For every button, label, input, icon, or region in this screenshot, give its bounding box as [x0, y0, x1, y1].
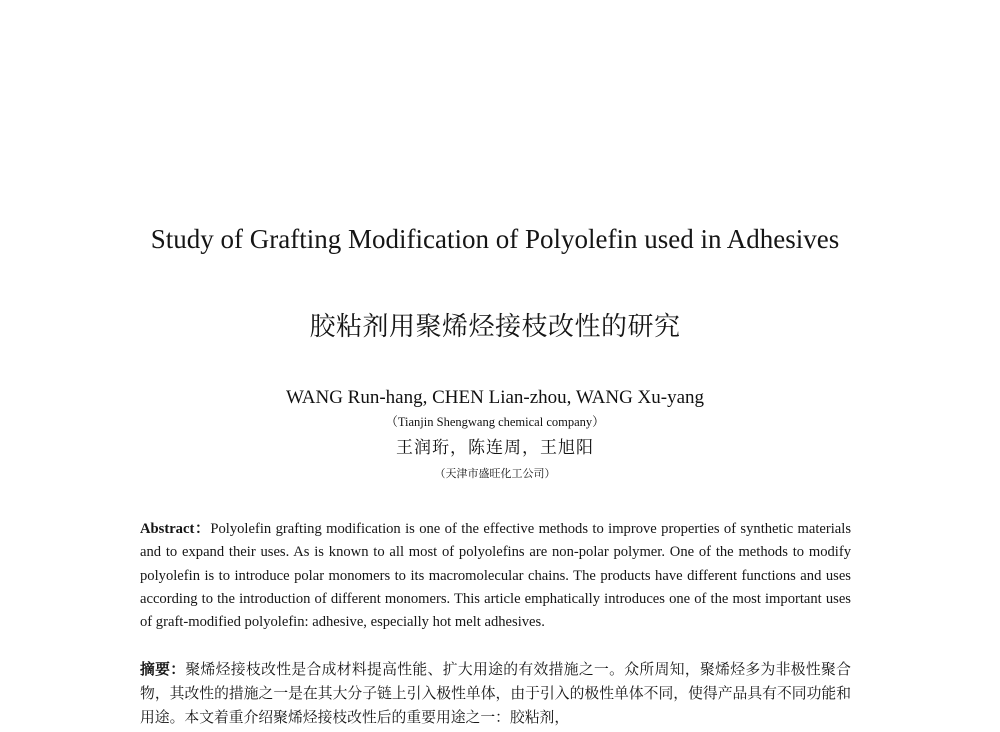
abstract-en-label: Abstract： — [140, 521, 211, 537]
authors-zh: 王润珩，陈连周，王旭阳 — [396, 438, 594, 458]
affiliation-zh: （天津市盛旺化工公司） — [434, 467, 556, 480]
abstract-zh-label: 摘要： — [140, 661, 186, 678]
abstract-en-text: Polyolefin grafting modification is one of the effective methods to improve properties of synthetic materials and to expand their uses. As is known to all most of polyolefins are non-polar polymer. One of the methods to modify polyolefin is to introduce polar monomers to its macromolecular chains. The products have different functions and uses according to the introduction of different monomers. This article emphatically introduces one of the most important uses of graft-modified polyolefin: adhesive, especially hot melt adhesives. — [140, 521, 851, 631]
abstract-zh-text: 聚烯烃接枝改性是合成材料提高性能、扩大用途的有效措施之一。众所周知，聚烯烃多为非极性聚合物，其改性的措施之一是在其大分子链上引入极性单体，由于引入的极性单体不同，使得产品具有不同功能和用途。本文着重介绍聚烯烃接枝改性后的重要用途之一：胶粘剂， — [140, 661, 851, 726]
authors-en: WANG Run-hang, CHEN Lian-zhou, WANG Xu-yang — [285, 387, 705, 408]
paper-title-zh: 胶粘剂用聚烯烃接枝改性的研究 — [309, 312, 681, 342]
abstract-zh — [140, 658, 851, 730]
affiliation-en: （Tianjin Shengwang chemical company） — [385, 415, 605, 429]
abstract-en — [140, 518, 851, 634]
paper-title-en: Study of Grafting Modification of Polyolefin used in Adhesives — [150, 224, 840, 254]
